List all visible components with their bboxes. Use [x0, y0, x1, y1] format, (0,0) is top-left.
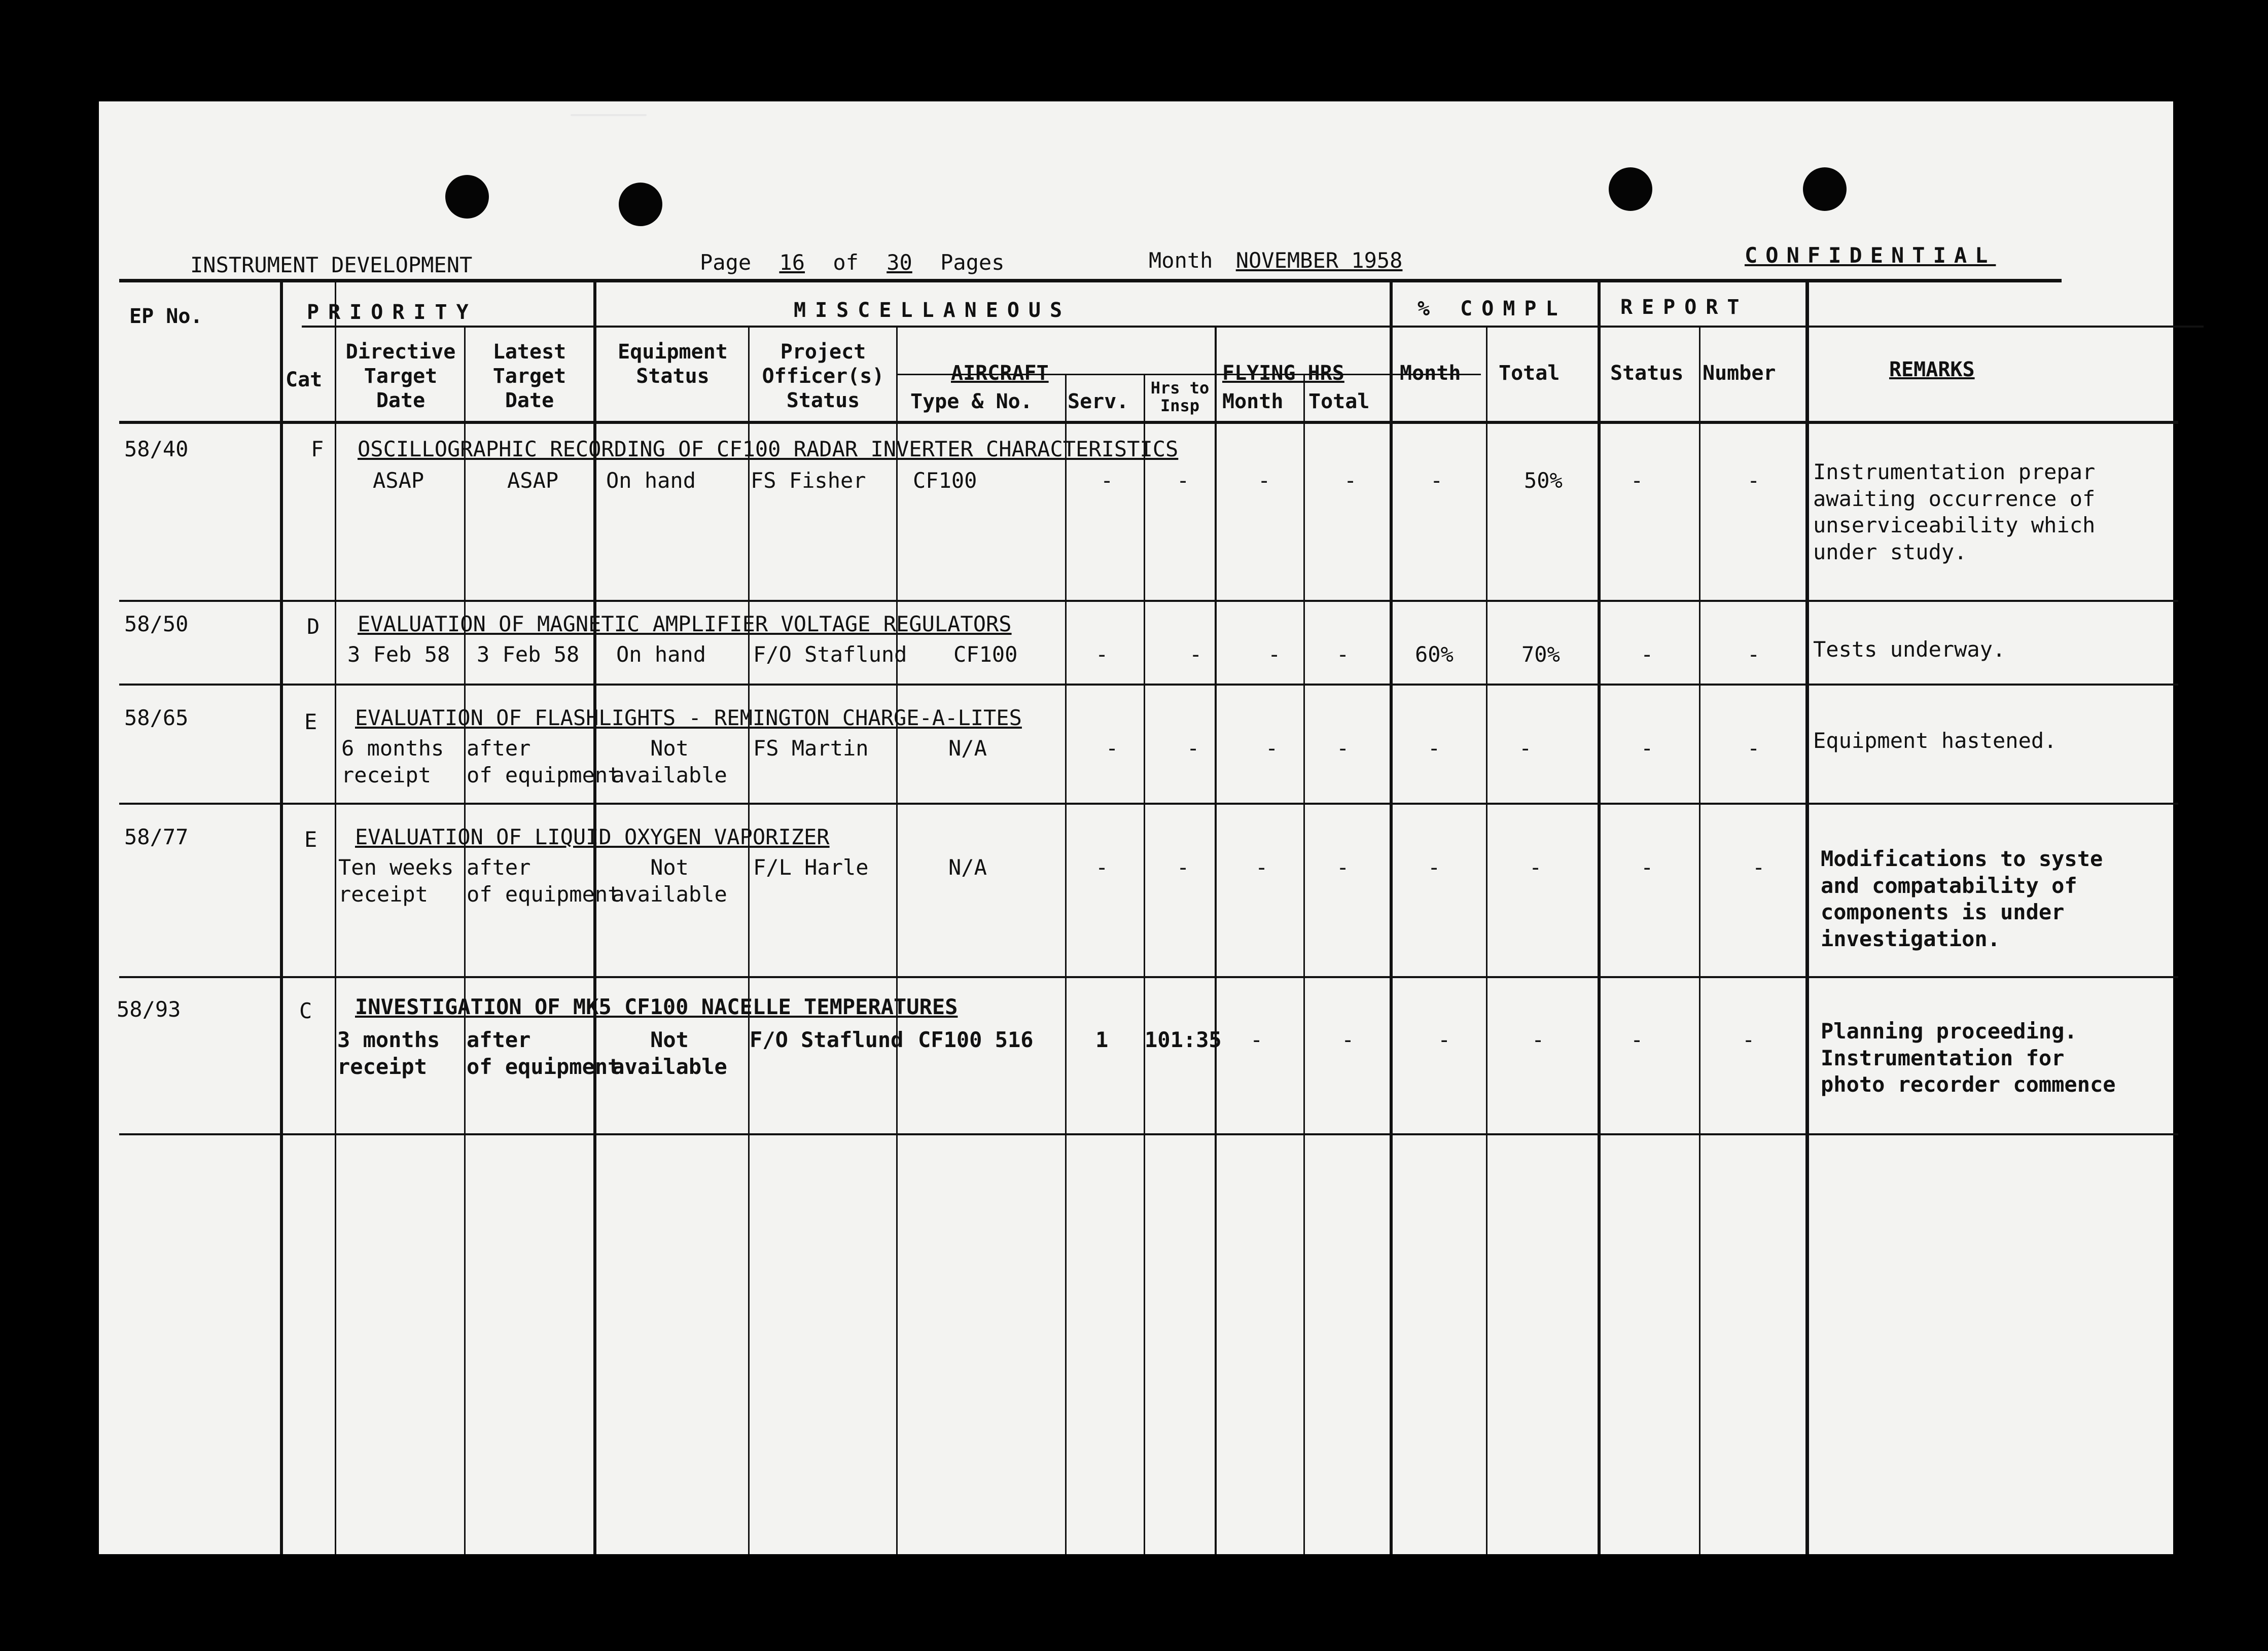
remarks-text [1813, 636, 2005, 663]
remarks-line: investigation. [1821, 926, 2001, 951]
project-title: EVALUATION OF MAGNETIC AMPLIFIER VOLTAGE REGULATORS [358, 612, 1012, 636]
col-pct-compl: % COMPL [1418, 297, 1567, 320]
compl-month-value: 60% [1415, 642, 1454, 667]
col-officer-line: Project [780, 340, 866, 364]
classification: CONFIDENTIAL [1745, 243, 1996, 268]
col-type-no: Type & No. [910, 390, 1033, 413]
directive-date [341, 735, 444, 788]
col-hrs-line: Hrs to [1150, 378, 1210, 398]
directive-line: receipt [341, 762, 432, 787]
equipment-line: available [612, 1054, 727, 1079]
col-latest-line: Date [505, 389, 554, 412]
cat-value: D [307, 614, 320, 639]
col-miscellaneous: MISCELLANEOUS [794, 299, 1072, 322]
hrs-value: - [1187, 736, 1200, 761]
col-rule [593, 279, 596, 1554]
report-number-value: - [1752, 855, 1765, 880]
punch-hole [1803, 167, 1847, 211]
page-total: 30 [887, 250, 912, 275]
remarks-line: under study. [1813, 539, 1967, 564]
col-officer-line: Status [786, 389, 860, 412]
cat-value: E [304, 827, 317, 852]
month-indicator [1149, 247, 1412, 274]
col-flying-total: Total [1308, 390, 1370, 413]
compl-month-value: - [1438, 1027, 1451, 1052]
flying-total-value: - [1336, 855, 1350, 880]
table-top-rule [119, 279, 2062, 282]
project-title: EVALUATION OF LIQUID OXYGEN VAPORIZER [355, 824, 830, 849]
row-divider [119, 684, 2178, 686]
col-project-officer [750, 340, 897, 413]
latest-date [467, 1027, 620, 1080]
report-status-value: - [1631, 468, 1644, 493]
latest-date: ASAP [507, 468, 559, 493]
report-number-value: - [1747, 736, 1760, 761]
header-bottom-rule [119, 421, 2178, 424]
page-indicator [700, 249, 1005, 276]
col-compl-month: Month [1400, 362, 1461, 385]
serv-value: - [1095, 855, 1109, 880]
section-title: INSTRUMENT DEVELOPMENT [190, 253, 473, 277]
col-ep-no: EP No. [129, 305, 203, 328]
report-status-value: - [1641, 736, 1654, 761]
ep-number: 58/77 [124, 824, 189, 849]
flying-month-value: - [1265, 736, 1279, 761]
project-officer: F/O Staflund [753, 642, 907, 667]
row-divider [119, 803, 2178, 805]
equipment-line: available [612, 762, 727, 787]
project-title: INVESTIGATION OF MK5 CF100 NACELLE TEMPERATURES [355, 994, 958, 1019]
col-rule [1065, 374, 1067, 1554]
col-rule [1486, 328, 1487, 1554]
punch-hole [445, 175, 489, 219]
flying-month-value: - [1255, 855, 1268, 880]
col-rule [1805, 279, 1809, 1554]
remarks-line: photo recorder commence [1821, 1072, 2116, 1097]
equipment-status [598, 1027, 740, 1080]
latest-date [467, 735, 620, 788]
cat-value: C [299, 998, 312, 1023]
page-number: 16 [779, 250, 805, 275]
compl-total-value: 50% [1524, 468, 1563, 493]
aircraft-type: CF100 [913, 468, 977, 493]
col-equipment-line: Status [636, 365, 710, 388]
col-rule [1303, 374, 1305, 1554]
remarks-line: and compatability of [1821, 873, 2077, 898]
directive-line: 6 months [341, 736, 444, 761]
remarks-line: Modifications to syste [1821, 846, 2103, 871]
month-label: Month [1149, 248, 1213, 273]
aircraft-type: N/A [948, 855, 987, 880]
aircraft-type: CF100 [953, 642, 1018, 667]
of-label: of [833, 250, 859, 275]
scratch-mark [571, 114, 647, 116]
col-directive-line: Date [376, 389, 426, 412]
col-report-number: Number [1703, 362, 1776, 385]
project-title: EVALUATION OF FLASHLIGHTS - REMINGTON CHARGE-A-LITES [355, 705, 1022, 730]
flying-month-value: - [1250, 1027, 1263, 1052]
remarks-line: components is under [1821, 900, 2065, 924]
col-hrs-line: Insp [1160, 396, 1200, 416]
compl-total-value: - [1529, 855, 1542, 880]
project-officer: FS Fisher [751, 468, 866, 493]
col-rule [1215, 328, 1217, 1554]
punch-hole [619, 183, 662, 226]
directive-line: Ten weeks [338, 855, 454, 880]
col-latest-line: Latest [492, 340, 566, 364]
remarks-line: Tests underway. [1813, 637, 2006, 662]
hrs-value: 101:35 [1145, 1027, 1222, 1052]
col-rule [335, 328, 336, 1554]
remarks-line: Instrumentation for [1821, 1045, 2065, 1070]
page-label: Page [700, 250, 752, 275]
aircraft-type: CF100 516 [918, 1027, 1034, 1052]
flying-month-value: - [1268, 642, 1281, 667]
col-rule [1598, 279, 1601, 1554]
latest-date [467, 854, 620, 908]
latest-line: of equipment [467, 1054, 621, 1079]
directive-line: receipt [338, 881, 429, 907]
flying-total-value: - [1344, 468, 1357, 493]
col-latest-line: Target [492, 365, 566, 388]
col-equipment-status [597, 340, 748, 388]
latest-line: after [467, 1027, 531, 1052]
col-aircraft: AIRCRAFT [951, 362, 1049, 385]
latest-line: after [467, 736, 531, 761]
col-flying-hrs: FLYING HRS [1222, 362, 1344, 385]
header-rule [302, 326, 2204, 328]
col-rule [280, 279, 283, 1554]
pages-label: Pages [940, 250, 1005, 275]
col-rule [1144, 374, 1145, 1554]
col-rule [464, 328, 466, 1554]
hrs-value: - [1189, 642, 1202, 667]
remarks-text [1821, 846, 2103, 952]
equipment-line: available [612, 881, 727, 907]
equipment-line: Not [650, 1027, 689, 1052]
equipment-status: On hand [616, 642, 706, 667]
equipment-line: Not [650, 855, 689, 880]
compl-total-value: 70% [1521, 642, 1560, 667]
aircraft-type: N/A [948, 736, 987, 761]
remarks-line: Instrumentation prepar [1813, 459, 2096, 484]
col-report-status: Status [1610, 362, 1684, 385]
col-cat: Cat [286, 368, 323, 391]
col-directive-target-date [337, 340, 464, 413]
col-priority: PRIORITY [307, 301, 478, 324]
compl-month-value: - [1428, 736, 1441, 761]
month-value: NOVEMBER 1958 [1235, 248, 1403, 273]
report-status-value: - [1631, 1027, 1644, 1052]
latest-line: after [467, 855, 531, 880]
ep-number: 58/65 [124, 705, 189, 730]
row-divider [119, 600, 2178, 602]
flying-total-value: - [1341, 1027, 1355, 1052]
remarks-line: unserviceability which [1813, 513, 2096, 537]
col-rule [1699, 328, 1700, 1554]
col-directive-line: Target [364, 365, 438, 388]
serv-value: - [1106, 736, 1119, 761]
directive-line: 3 months [337, 1027, 440, 1052]
ep-number: 58/93 [117, 997, 181, 1022]
directive-line: receipt [337, 1054, 428, 1079]
col-serv: Serv. [1068, 390, 1129, 413]
equipment-line: Not [650, 736, 689, 761]
directive-date [338, 854, 454, 908]
col-compl-total: Total [1499, 362, 1560, 385]
remarks-line: Equipment hastened. [1813, 728, 2057, 753]
col-rule [1390, 279, 1393, 1554]
col-report: REPORT [1620, 296, 1749, 319]
project-officer: FS Martin [753, 736, 869, 761]
serv-value: - [1095, 642, 1109, 667]
report-status-value: - [1641, 642, 1654, 667]
compl-total-value: - [1519, 736, 1532, 761]
ep-number: 58/40 [124, 437, 189, 461]
remarks-line: awaiting occurrence of [1813, 486, 2096, 511]
document-page [99, 101, 2173, 1554]
project-title: OSCILLOGRAPHIC RECORDING OF CF100 RADAR INVERTER CHARACTERISTICS [358, 437, 1179, 461]
row-divider [119, 1133, 2178, 1135]
flying-month-value: - [1258, 468, 1271, 493]
equipment-status [598, 854, 740, 908]
col-flying-month: Month [1222, 390, 1284, 413]
directive-date: 3 Feb 58 [347, 642, 450, 667]
compl-month-value: - [1428, 855, 1441, 880]
col-directive-line: Directive [345, 340, 456, 364]
directive-date [337, 1027, 440, 1080]
serv-value: 1 [1095, 1027, 1109, 1052]
col-remarks: REMARKS [1889, 358, 1975, 381]
hrs-value: - [1177, 855, 1190, 880]
row-divider [119, 976, 2178, 978]
latest-line: of equipment [467, 881, 621, 907]
col-hrs-to-insp [1145, 379, 1215, 415]
col-rule [748, 328, 750, 1554]
report-number-value: - [1742, 1027, 1755, 1052]
project-officer: F/O Staflund [750, 1027, 904, 1052]
flying-total-value: - [1336, 642, 1350, 667]
latest-line: of equipment [467, 762, 621, 787]
col-equipment-line: Equipment [618, 340, 728, 364]
remarks-text [1813, 728, 2057, 755]
cat-value: E [304, 709, 317, 734]
report-status-value: - [1641, 855, 1654, 880]
directive-date: ASAP [373, 468, 424, 493]
serv-value: - [1101, 468, 1114, 493]
ep-number: 58/50 [124, 612, 189, 636]
equipment-status: On hand [606, 468, 696, 493]
cat-value: F [311, 437, 324, 461]
compl-total-value: - [1532, 1027, 1545, 1052]
col-latest-target-date [466, 340, 593, 413]
project-officer: F/L Harle [753, 855, 869, 880]
compl-month-value: - [1430, 468, 1443, 493]
equipment-status [598, 735, 740, 788]
latest-date: 3 Feb 58 [477, 642, 580, 667]
hrs-value: - [1177, 468, 1190, 493]
remarks-line: Planning proceeding. [1821, 1019, 2077, 1044]
col-officer-line: Officer(s) [762, 365, 884, 388]
report-number-value: - [1747, 642, 1760, 667]
flying-total-value: - [1336, 736, 1350, 761]
col-rule [896, 328, 898, 1554]
remarks-text [1821, 1018, 2116, 1098]
punch-hole [1609, 167, 1652, 211]
remarks-text [1813, 459, 2095, 565]
report-number-value: - [1747, 468, 1760, 493]
